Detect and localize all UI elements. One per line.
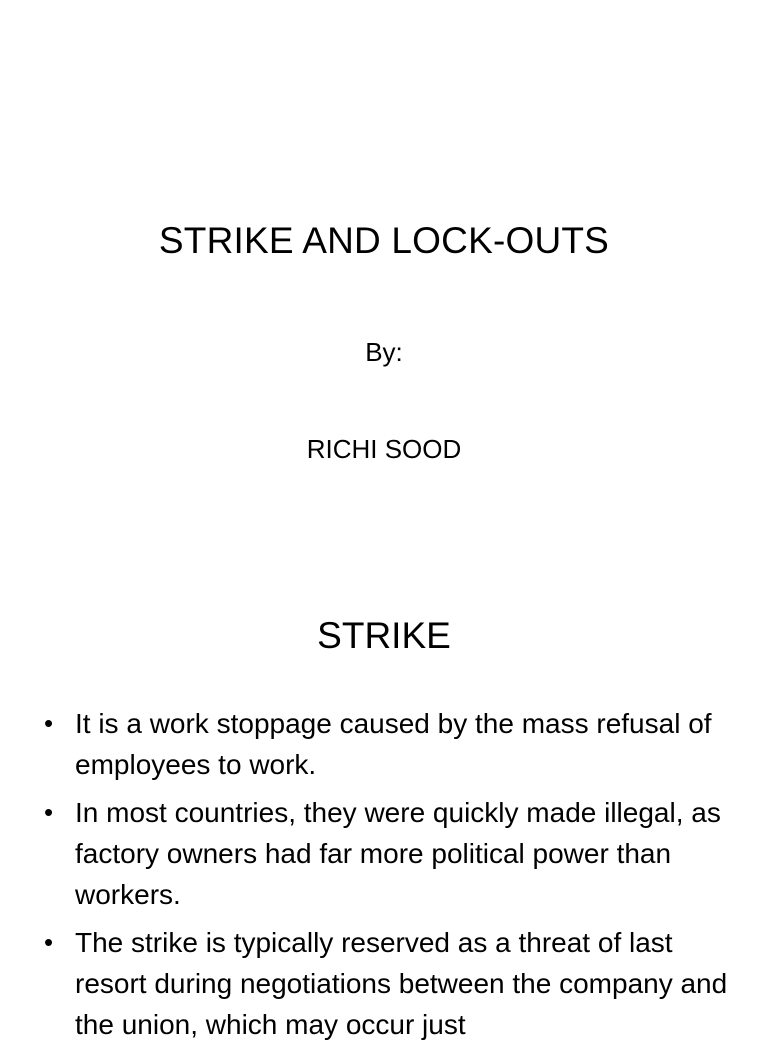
bullet-text: The strike is typically reserved as a threat of last resort during negotiations between the company and the union, which may occur just bbox=[75, 927, 728, 1040]
by-label: By: bbox=[365, 337, 403, 367]
bullet-icon: • bbox=[44, 708, 54, 738]
strike-slide bbox=[0, 576, 768, 1040]
presentation-title: STRIKE AND LOCK-OUTS bbox=[158, 220, 610, 261]
bullet-item bbox=[44, 703, 734, 785]
bullet-item bbox=[44, 922, 734, 1045]
bullet-item bbox=[44, 792, 734, 915]
bullet-icon: • bbox=[44, 797, 54, 827]
bullet-list bbox=[44, 703, 734, 1052]
bullet-text: It is a work stoppage caused by the mass refusal of employees to work. bbox=[75, 708, 712, 780]
slide-title: STRIKE bbox=[317, 615, 451, 656]
bullet-icon: • bbox=[44, 927, 54, 957]
author-name: RICHI SOOD bbox=[306, 434, 462, 464]
bullet-text: In most countries, they were quickly made illegal, as factory owners had far more political power than workers. bbox=[75, 797, 721, 910]
